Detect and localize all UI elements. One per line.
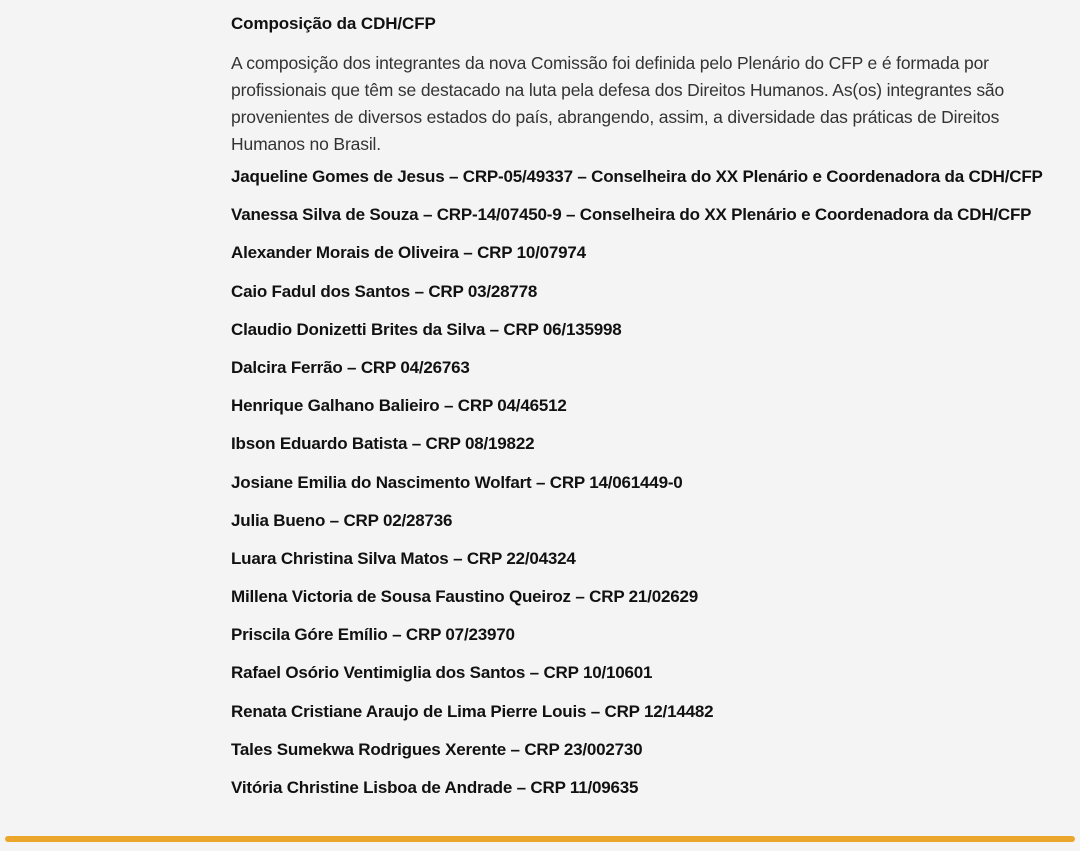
member-item: Caio Fadul dos Santos – CRP 03/28778 [231,281,538,301]
members-list [231,165,1076,814]
intro-paragraph: A composição dos integrantes da nova Comissão foi definida pelo Plenário do CFP e é formada por profissionais que têm se destacado na luta pela defesa dos Direitos Humanos. As(os) integrantes são provenientes de diversos estados do país, abrangendo, assim, a diversidade das práticas de Direitos Humanos no Brasil. [231,53,1005,154]
member-item: Dalcira Ferrão – CRP 04/26763 [231,357,470,377]
member-item: Luara Christina Silva Matos – CRP 22/04324 [231,548,576,568]
member-item: Jaqueline Gomes de Jesus – CRP-05/49337 – Conselheira do XX Plenário e Coordenadora da CDH/CFP [231,167,1043,186]
member-item: Josiane Emilia do Nascimento Wolfart – CRP 14/061449-0 [231,472,683,492]
member-item: Alexander Morais de Oliveira – CRP 10/07974 [231,243,586,263]
member-item: Julia Bueno – CRP 02/28736 [231,510,453,530]
member-item: Rafael Osório Ventimiglia dos Santos – CRP 10/10601 [231,663,653,683]
member-item: Claudio Donizetti Brites da Silva – CRP 06/135998 [231,319,622,339]
member-item: Tales Sumekwa Rodrigues Xerente – CRP 23/002730 [231,739,643,759]
member-item: Ibson Eduardo Batista – CRP 08/19822 [231,434,535,454]
commission-composition-section [231,12,1076,814]
section-heading: Composição da CDH/CFP [231,14,436,33]
member-item: Millena Victoria de Sousa Faustino Queiroz – CRP 21/02629 [231,587,698,607]
member-item: Priscila Góre Emílio – CRP 07/23970 [231,625,515,645]
section-divider [5,836,1075,842]
member-item: Henrique Galhano Balieiro – CRP 04/46512 [231,396,567,416]
member-item: Vitória Christine Lisboa de Andrade – CRP 11/09635 [231,778,639,797]
member-item: Renata Cristiane Araujo de Lima Pierre Louis – CRP 12/14482 [231,701,714,721]
member-item: Vanessa Silva de Souza – CRP-14/07450-9 – Conselheira do XX Plenário e Coordenadora da CDH/CFP [231,205,1032,225]
